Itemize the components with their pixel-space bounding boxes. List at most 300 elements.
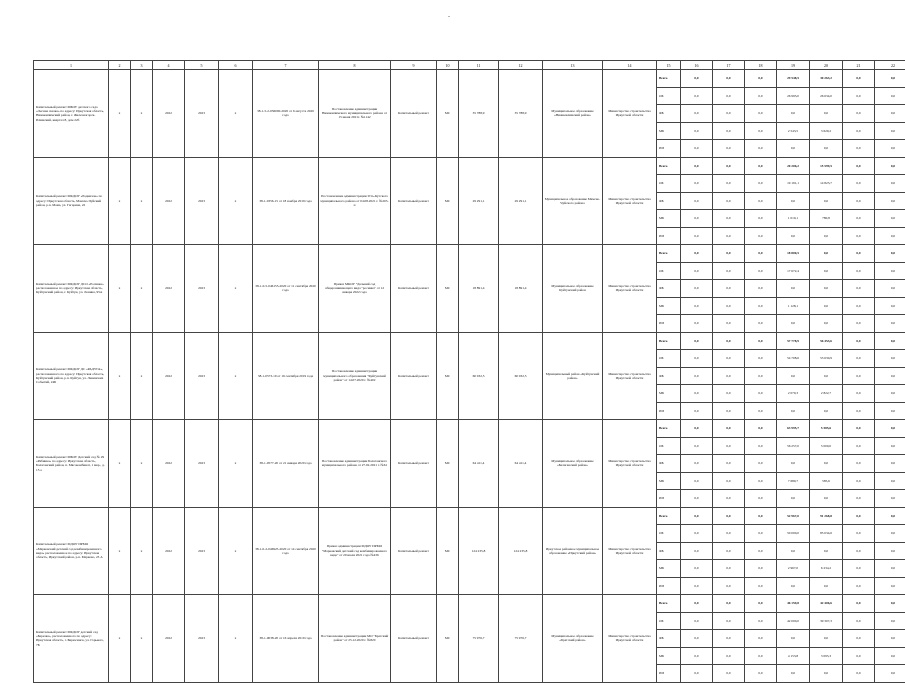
funding-value: 0,0 bbox=[745, 490, 777, 508]
funding-value: 0,0 bbox=[745, 455, 777, 473]
object-name: Капитальный ремонт МКДОУ ДС «РАДУГА», расположенного по адресу: Иркутская область, Куйтунский район, р.п. Куйтун, ул. Ленинских Событий, 24Б bbox=[34, 332, 109, 420]
funding-value: 0,0 bbox=[745, 507, 777, 525]
column-number: 9 bbox=[391, 61, 437, 70]
funding-value: 0,0 bbox=[777, 227, 810, 245]
funding-source: ИИ bbox=[657, 577, 681, 595]
column-number: 16 bbox=[681, 61, 713, 70]
funding-value: 3 629,2 bbox=[810, 122, 843, 140]
funding-value: 0,0 bbox=[713, 367, 745, 385]
funding-value: 0,0 bbox=[681, 490, 713, 508]
funding-value: 0,0 bbox=[713, 140, 745, 158]
funding-value: 3 095,3 bbox=[810, 647, 843, 665]
funding-source: ОБ bbox=[657, 525, 681, 543]
object-attribute: 18 891,4 bbox=[499, 245, 543, 333]
funding-value: 0,0 bbox=[875, 665, 905, 683]
object-attribute: МС bbox=[437, 420, 459, 508]
funding-value: 0,0 bbox=[681, 420, 713, 438]
funding-value: 54 708,6 bbox=[777, 350, 810, 368]
funding-value: 0,0 bbox=[745, 542, 777, 560]
funding-value: 0,0 bbox=[875, 192, 905, 210]
funding-source: ОБ bbox=[657, 612, 681, 630]
object-attribute: Капитальный ремонт bbox=[391, 420, 437, 508]
object-attribute: 38-1-0038-20 от 16 апреля 2019 года bbox=[253, 595, 319, 683]
object-attribute: х bbox=[131, 595, 153, 683]
funding-value: 0,0 bbox=[843, 647, 875, 665]
object-attribute: Иркутское районное муниципальное образование «Иркутский район» bbox=[543, 507, 603, 595]
funding-value: 0,0 bbox=[777, 542, 810, 560]
funding-value: 0,0 bbox=[843, 105, 875, 123]
funding-value: 1 128,1 bbox=[777, 297, 810, 315]
object-name: Капитальный ремонт МДОУ ИРМО «Марковский детский сад комбинированного вида» расположенное по адресу: Иркутская область, Иркутский район, р.п. Марково, 23 А bbox=[34, 507, 109, 595]
funding-value: 2 967,0 bbox=[777, 560, 810, 578]
funding-value: 0,0 bbox=[745, 472, 777, 490]
object-attribute: Постановление администрации Балаганского муниципального района от 27.02.2021 г. №61 bbox=[319, 420, 391, 508]
funding-value: 42 000,0 bbox=[777, 612, 810, 630]
funding-value: 0,0 bbox=[875, 105, 905, 123]
object-name: Капитальный ремонт МКДОУ детский сад «Березка», расположенного по адресу: Иркутская область, г. Бирюсинск, ул. Горького, 7Б bbox=[34, 595, 109, 683]
object-attribute: х bbox=[219, 332, 253, 420]
object-attribute: Министерство строительства Иркутской области bbox=[603, 245, 657, 333]
funding-value: 0,0 bbox=[713, 122, 745, 140]
funding-source: ИИ bbox=[657, 315, 681, 333]
funding-value: 0,0 bbox=[843, 245, 875, 263]
funding-source: Всего bbox=[657, 70, 681, 88]
funding-value: 0,0 bbox=[681, 70, 713, 88]
funding-source: Всего bbox=[657, 595, 681, 613]
funding-value: 0,0 bbox=[777, 577, 810, 595]
funding-value: 0,0 bbox=[843, 70, 875, 88]
object-attribute: Капитальный ремонт bbox=[391, 332, 437, 420]
funding-source: Всего bbox=[657, 507, 681, 525]
funding-value: 0,0 bbox=[777, 105, 810, 123]
funding-value: 0,0 bbox=[681, 122, 713, 140]
funding-value: 0,0 bbox=[843, 472, 875, 490]
column-number: 17 bbox=[713, 61, 745, 70]
object-attribute: 2022 bbox=[153, 245, 185, 333]
object-attribute: 2022 bbox=[153, 595, 185, 683]
table-row bbox=[34, 595, 905, 613]
funding-value: 0,0 bbox=[777, 192, 810, 210]
funding-source: ФБ bbox=[657, 192, 681, 210]
table-row bbox=[34, 157, 905, 175]
funding-source: ОБ bbox=[657, 437, 681, 455]
column-number: 20 bbox=[810, 61, 843, 70]
funding-value: 0,0 bbox=[810, 402, 843, 420]
object-attribute: Постановление администрации Усть-Кутского муниципального района от 04.08.2021 г. №203-п bbox=[319, 157, 391, 245]
funding-value: 0,0 bbox=[875, 420, 905, 438]
funding-value: 0,0 bbox=[843, 402, 875, 420]
funding-value: 0,0 bbox=[745, 140, 777, 158]
funding-value: 0,0 bbox=[875, 402, 905, 420]
object-attribute: 2023 bbox=[185, 507, 219, 595]
funding-value: 5 585,6 bbox=[810, 420, 843, 438]
object-attribute: 38-1-0577-20 от 21 января 2020 года bbox=[253, 420, 319, 508]
table-row bbox=[34, 507, 905, 525]
funding-value: 0,0 bbox=[843, 332, 875, 350]
funding-value: 2 822,7 bbox=[810, 385, 843, 403]
funding-value: 0,0 bbox=[745, 175, 777, 193]
funding-value: 0,0 bbox=[875, 87, 905, 105]
column-number: 2 bbox=[109, 61, 131, 70]
funding-value: 5 000,0 bbox=[810, 437, 843, 455]
funding-value: 0,0 bbox=[713, 507, 745, 525]
funding-value: 0,0 bbox=[810, 245, 843, 263]
funding-value: 0,0 bbox=[713, 227, 745, 245]
funding-value: 0,0 bbox=[745, 192, 777, 210]
funding-value: 0,0 bbox=[875, 490, 905, 508]
funding-value: 0,0 bbox=[843, 262, 875, 280]
funding-value: 0,0 bbox=[681, 647, 713, 665]
funding-value: 0,0 bbox=[843, 490, 875, 508]
object-name: Капитальный ремонт МБОУ Детский сад № 29 «Рябинка» по адресу: Иркутская область, Балаганский район, п. Мясокомбинат, 1 мкр., д. 15 а bbox=[34, 420, 109, 508]
funding-value: 0,0 bbox=[810, 280, 843, 298]
funding-value: 56 257,0 bbox=[777, 437, 810, 455]
funding-value: 0,0 bbox=[681, 280, 713, 298]
funding-value: 0,0 bbox=[843, 367, 875, 385]
funding-value: 0,0 bbox=[875, 245, 905, 263]
funding-value: 0,0 bbox=[843, 175, 875, 193]
funding-value: 0,0 bbox=[681, 437, 713, 455]
object-attribute: х bbox=[109, 70, 131, 158]
funding-value: 0,0 bbox=[777, 630, 810, 648]
funding-value: 0,0 bbox=[875, 350, 905, 368]
funding-value: 0,0 bbox=[745, 280, 777, 298]
funding-value: 0,0 bbox=[745, 87, 777, 105]
funding-value: 7 680,7 bbox=[777, 472, 810, 490]
column-number: 14 bbox=[603, 61, 657, 70]
funding-value: 0,0 bbox=[843, 210, 875, 228]
funding-source: МБ bbox=[657, 385, 681, 403]
column-number: 6 bbox=[219, 61, 253, 70]
funding-value: 0,0 bbox=[745, 350, 777, 368]
object-attribute: МС bbox=[437, 507, 459, 595]
funding-value: 0,0 bbox=[875, 647, 905, 665]
funding-source: ИИ bbox=[657, 227, 681, 245]
page-marker: - bbox=[448, 14, 450, 20]
funding-value: 6 234,2 bbox=[810, 560, 843, 578]
funding-value: 0,0 bbox=[810, 227, 843, 245]
object-attribute: х bbox=[109, 595, 131, 683]
funding-value: 0,0 bbox=[713, 157, 745, 175]
funding-value: 0,0 bbox=[713, 612, 745, 630]
object-attribute: х bbox=[219, 157, 253, 245]
funding-value: 0,0 bbox=[843, 595, 875, 613]
column-number: 19 bbox=[777, 61, 810, 70]
funding-value: 0,0 bbox=[810, 140, 843, 158]
funding-value: 0,0 bbox=[875, 262, 905, 280]
funding-value: 85 034,6 bbox=[810, 525, 843, 543]
funding-value: 18 800,5 bbox=[777, 245, 810, 263]
funding-source: Всего bbox=[657, 245, 681, 263]
object-attribute: х bbox=[109, 332, 131, 420]
funding-value: 0,0 bbox=[810, 630, 843, 648]
funding-value: 0,0 bbox=[810, 542, 843, 560]
funding-value: 0,0 bbox=[745, 560, 777, 578]
object-attribute: 2023 bbox=[185, 595, 219, 683]
object-attribute: 2022 bbox=[153, 70, 185, 158]
table-row bbox=[34, 245, 905, 263]
funding-value: 0,0 bbox=[745, 577, 777, 595]
object-attribute: 29 291,1 bbox=[499, 157, 543, 245]
funding-value: 0,0 bbox=[681, 455, 713, 473]
funding-value: 0,0 bbox=[713, 525, 745, 543]
funding-value: 0,0 bbox=[713, 542, 745, 560]
funding-value: 0,0 bbox=[745, 525, 777, 543]
object-attribute: 124 235,8 bbox=[459, 507, 499, 595]
funding-value: 0,0 bbox=[810, 665, 843, 683]
funding-value: 2 070,3 bbox=[777, 385, 810, 403]
object-attribute: х bbox=[109, 245, 131, 333]
funding-value: 0,0 bbox=[745, 595, 777, 613]
funding-value: 0,0 bbox=[843, 227, 875, 245]
object-attribute: х bbox=[109, 420, 131, 508]
object-attribute: Капитальный ремонт bbox=[391, 157, 437, 245]
funding-value: 0,0 bbox=[875, 455, 905, 473]
funding-value: 0,0 bbox=[681, 192, 713, 210]
funding-value: 0,0 bbox=[875, 70, 905, 88]
funding-value: 0,0 bbox=[681, 175, 713, 193]
column-number: 18 bbox=[745, 61, 777, 70]
funding-value: 0,0 bbox=[810, 490, 843, 508]
funding-value: 0,0 bbox=[713, 402, 745, 420]
funding-value: 0,0 bbox=[713, 175, 745, 193]
funding-value: 29 548,5 bbox=[777, 70, 810, 88]
funding-value: 0,0 bbox=[713, 455, 745, 473]
funding-value: 0,0 bbox=[713, 210, 745, 228]
funding-value: 0,0 bbox=[745, 70, 777, 88]
column-number: 22 bbox=[875, 61, 905, 70]
funding-value: 0,0 bbox=[843, 560, 875, 578]
funding-value: 0,0 bbox=[777, 140, 810, 158]
funding-value: 0,0 bbox=[681, 105, 713, 123]
funding-value: 0,0 bbox=[713, 245, 745, 263]
funding-value: 0,0 bbox=[875, 280, 905, 298]
funding-value: 0,0 bbox=[681, 332, 713, 350]
object-attribute: х bbox=[219, 245, 253, 333]
funding-value: 0,0 bbox=[875, 525, 905, 543]
funding-source: ОБ bbox=[657, 350, 681, 368]
funding-value: 30 263,2 bbox=[810, 70, 843, 88]
object-attribute: 35 788,9 bbox=[499, 70, 543, 158]
funding-value: 0,0 bbox=[745, 665, 777, 683]
funding-value: 52 967,0 bbox=[777, 507, 810, 525]
object-attribute: х bbox=[131, 420, 153, 508]
funding-value: 0,0 bbox=[810, 367, 843, 385]
object-attribute: 124 235,8 bbox=[499, 507, 543, 595]
object-attribute: х bbox=[219, 420, 253, 508]
funding-value: 0,0 bbox=[745, 385, 777, 403]
funding-value: 0,0 bbox=[681, 560, 713, 578]
funding-value: 0,0 bbox=[681, 227, 713, 245]
object-attribute: х bbox=[109, 507, 131, 595]
funding-source: ФБ bbox=[657, 630, 681, 648]
funding-value: 0,0 bbox=[713, 192, 745, 210]
funding-value: 0,0 bbox=[777, 280, 810, 298]
funding-value: 0,0 bbox=[745, 420, 777, 438]
object-attribute: 2022 bbox=[153, 420, 185, 508]
object-attribute: 35 788,9 bbox=[459, 70, 499, 158]
funding-value: 0,0 bbox=[875, 385, 905, 403]
funding-value: 0,0 bbox=[713, 595, 745, 613]
funding-value: 0,0 bbox=[681, 210, 713, 228]
object-attribute: 75 976,7 bbox=[499, 595, 543, 683]
funding-value: 0,0 bbox=[713, 577, 745, 595]
funding-source: ФБ bbox=[657, 280, 681, 298]
funding-value: 0,0 bbox=[681, 87, 713, 105]
funding-value: 0,0 bbox=[681, 315, 713, 333]
object-attribute: МС bbox=[437, 332, 459, 420]
object-attribute: 2023 bbox=[185, 70, 219, 158]
funding-value: 0,0 bbox=[777, 455, 810, 473]
funding-value: 0,0 bbox=[713, 472, 745, 490]
funding-source: ИИ bbox=[657, 402, 681, 420]
funding-source: МБ bbox=[657, 297, 681, 315]
funding-source: ИИ bbox=[657, 490, 681, 508]
funding-value: 0,0 bbox=[681, 612, 713, 630]
object-attribute: х bbox=[219, 507, 253, 595]
funding-value: 0,0 bbox=[713, 385, 745, 403]
funding-value: 50 000,0 bbox=[777, 525, 810, 543]
funding-value: 56 453,6 bbox=[810, 332, 843, 350]
funding-source: ФБ bbox=[657, 455, 681, 473]
column-number: 10 bbox=[437, 61, 459, 70]
funding-value: 0,0 bbox=[843, 542, 875, 560]
object-attribute: 38-1-0573-19 от 16 сентября 2019 года bbox=[253, 332, 319, 420]
funding-value: 0,0 bbox=[681, 595, 713, 613]
funding-value: 0,0 bbox=[843, 385, 875, 403]
funding-value: 0,0 bbox=[681, 665, 713, 683]
funding-value: 42 406,6 bbox=[810, 595, 843, 613]
object-attribute: х bbox=[219, 70, 253, 158]
funding-value: 0,0 bbox=[681, 157, 713, 175]
funding-value: 0,0 bbox=[810, 577, 843, 595]
funding-value: 0,0 bbox=[745, 402, 777, 420]
column-number: 3 bbox=[131, 61, 153, 70]
funding-value: 0,0 bbox=[681, 472, 713, 490]
funding-value: 0,0 bbox=[745, 157, 777, 175]
funding-value: 0,0 bbox=[745, 210, 777, 228]
object-attribute: Муниципальное образование Мамско-Чуйского района bbox=[543, 157, 603, 245]
funding-value: 0,0 bbox=[843, 280, 875, 298]
funding-value: 0,0 bbox=[843, 315, 875, 333]
column-number: 1 bbox=[34, 61, 109, 70]
funding-value: 0,0 bbox=[843, 455, 875, 473]
funding-value: 39 307,3 bbox=[810, 612, 843, 630]
object-attribute: МС bbox=[437, 245, 459, 333]
funding-value: 0,0 bbox=[745, 315, 777, 333]
funding-value: 0,0 bbox=[843, 350, 875, 368]
object-attribute: х bbox=[131, 507, 153, 595]
object-attribute: 2023 bbox=[185, 420, 219, 508]
funding-value: 0,0 bbox=[843, 525, 875, 543]
funding-value: 0,0 bbox=[681, 402, 713, 420]
object-attribute: 2023 bbox=[185, 245, 219, 333]
table-row bbox=[34, 420, 905, 438]
funding-value: 2 543,5 bbox=[777, 122, 810, 140]
object-name: Капитальный ремонт МБОУ детского сада «Лесная сказка» по адресу: Иркутская область, Нижнеилимский район, г. Железногорск-Илимский, квартал 8, дом 22б bbox=[34, 70, 109, 158]
funding-source: МБ bbox=[657, 647, 681, 665]
funding-value: 0,0 bbox=[745, 367, 777, 385]
funding-value: 0,0 bbox=[875, 210, 905, 228]
object-attribute: х bbox=[131, 157, 153, 245]
object-attribute: х bbox=[131, 245, 153, 333]
funding-source: ОБ bbox=[657, 175, 681, 193]
funding-value: 0,0 bbox=[681, 367, 713, 385]
funding-value: 15 599,5 bbox=[810, 157, 843, 175]
funding-value: 14 823,7 bbox=[810, 175, 843, 193]
object-attribute: Муниципальный район «Куйтунский район» bbox=[543, 332, 603, 420]
object-attribute: 64 411,4 bbox=[499, 420, 543, 508]
column-number: 13 bbox=[543, 61, 603, 70]
table-row bbox=[34, 70, 905, 88]
object-attribute: Министерство строительства Иркутской области bbox=[603, 420, 657, 508]
column-number: 12 bbox=[499, 61, 543, 70]
funding-value: 0,0 bbox=[875, 157, 905, 175]
funding-value: 0,0 bbox=[777, 315, 810, 333]
object-attribute: Муниципальное образование «Братский район» bbox=[543, 595, 603, 683]
funding-value: 0,0 bbox=[745, 612, 777, 630]
object-attribute: Министерство строительства Иркутской области bbox=[603, 157, 657, 245]
funding-value: 1 010,1 bbox=[777, 210, 810, 228]
object-attribute: х bbox=[219, 595, 253, 683]
funding-value: 53 630,9 bbox=[810, 350, 843, 368]
funding-source: МБ bbox=[657, 560, 681, 578]
funding-value: 0,0 bbox=[843, 630, 875, 648]
funding-value: 0,0 bbox=[745, 262, 777, 280]
funding-value: 0,0 bbox=[713, 280, 745, 298]
capital-repair-table bbox=[33, 60, 905, 683]
funding-value: 0,0 bbox=[681, 577, 713, 595]
funding-value: 0,0 bbox=[713, 262, 745, 280]
object-attribute: Капитальный ремонт bbox=[391, 70, 437, 158]
funding-source: Всего bbox=[657, 157, 681, 175]
funding-value: 0,0 bbox=[843, 612, 875, 630]
funding-source: ОБ bbox=[657, 262, 681, 280]
object-attribute: 18 891,4 bbox=[459, 245, 499, 333]
funding-source: ФБ bbox=[657, 542, 681, 560]
funding-value: 0,0 bbox=[681, 507, 713, 525]
funding-value: 0,0 bbox=[745, 297, 777, 315]
funding-source: ОБ bbox=[657, 87, 681, 105]
funding-value: 57 778,9 bbox=[777, 332, 810, 350]
funding-value: 0,0 bbox=[875, 140, 905, 158]
funding-value: 0,0 bbox=[777, 402, 810, 420]
funding-value: 0,0 bbox=[713, 70, 745, 88]
funding-value: 0,0 bbox=[843, 122, 875, 140]
object-attribute: Приказ МКОУ "Дальний сад общеразвивающего вида "росинка" от 12 января 2022 года bbox=[319, 245, 391, 333]
funding-value: 0,0 bbox=[843, 140, 875, 158]
funding-value: 0,0 bbox=[713, 630, 745, 648]
funding-value: 0,0 bbox=[745, 105, 777, 123]
object-attribute: Муниципальное образование «Нижнеилимский район» bbox=[543, 70, 603, 158]
funding-value: 0,0 bbox=[777, 665, 810, 683]
funding-source: МБ bbox=[657, 122, 681, 140]
funding-value: 0,0 bbox=[713, 420, 745, 438]
object-attribute: Постановление администрации Нижнеилимского муниципального района от 15 июня 2021г. №1142 bbox=[319, 70, 391, 158]
funding-value: 585,6 bbox=[810, 472, 843, 490]
table-row bbox=[34, 332, 905, 350]
funding-value: 0,0 bbox=[843, 665, 875, 683]
funding-value: 0,0 bbox=[875, 595, 905, 613]
funding-value: 4 153,8 bbox=[777, 647, 810, 665]
funding-value: 0,0 bbox=[681, 350, 713, 368]
object-attribute: х bbox=[131, 332, 153, 420]
funding-value: 91 268,8 bbox=[810, 507, 843, 525]
funding-value: 17 672,4 bbox=[777, 262, 810, 280]
funding-value: 0,0 bbox=[843, 507, 875, 525]
funding-value: 0,0 bbox=[843, 297, 875, 315]
funding-value: 0,0 bbox=[681, 262, 713, 280]
